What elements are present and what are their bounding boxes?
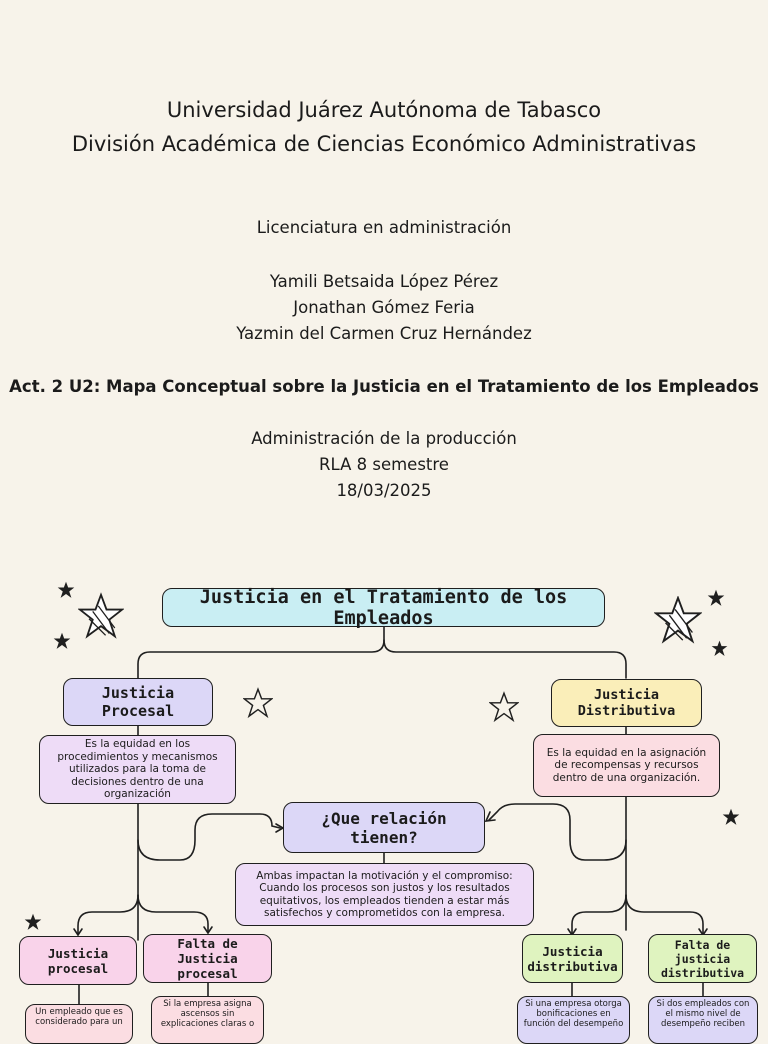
star-icon	[489, 690, 519, 724]
distributiva-node: Justicia Distributiva	[551, 679, 702, 727]
star-icon	[243, 686, 273, 720]
map-title: Justicia en el Tratamiento de los Empleados	[162, 588, 605, 627]
star-icon	[711, 640, 728, 657]
star-icon	[78, 592, 124, 640]
leaf-procesal-example: Un empleado que es considerado para un	[25, 1004, 133, 1044]
group-name: RLA 8 semestre	[319, 455, 449, 474]
leaf-distributiva-example: Si una empresa otorga bonificaciones en función del desempeño	[517, 996, 630, 1044]
leaf-falta-distributiva: Falta de justicia distributiva	[648, 934, 757, 983]
relation-answer: Ambas impactan la motivación y el compromiso: Cuando los procesos son justos y los resultados equitativos, los empleados tienden a estar más satisfechos y comprometidos con la empresa.	[235, 863, 534, 926]
leaf-falta-distributiva-example: Si dos empleados con el mismo nivel de desempeño reciben	[648, 996, 758, 1044]
leaf-falta-procesal-example: Si la empresa asigna ascensos sin explicaciones claras o	[151, 996, 264, 1044]
star-icon	[654, 596, 702, 644]
activity-title: Act. 2 U2: Mapa Conceptual sobre la Justicia en el Tratamiento de los Empleados	[9, 377, 759, 396]
leaf-justicia-distributiva: Justicia distributiva	[522, 934, 623, 983]
leaf-justicia-procesal: Justicia procesal	[19, 936, 137, 985]
author-1: Yamili Betsaida López Pérez	[269, 272, 499, 291]
star-icon	[57, 581, 75, 599]
leaf-falta-procesal: Falta de Justicia procesal	[143, 934, 272, 983]
star-icon	[707, 589, 725, 607]
degree-name: Licenciatura en administración	[256, 218, 512, 237]
star-icon	[53, 632, 71, 650]
university-name: Universidad Juárez Autónoma de Tabasco	[166, 98, 602, 122]
star-icon	[24, 913, 42, 931]
author-3: Yazmin del Carmen Cruz Hernández	[236, 324, 532, 343]
course-name: Administración de la producción	[251, 429, 517, 448]
star-icon	[722, 808, 740, 826]
procesal-definition: Es la equidad en los procedimientos y mecanismos utilizados para la toma de decisiones dentro de una organización	[39, 735, 236, 804]
procesal-node: Justicia Procesal	[63, 678, 213, 726]
division-name: División Académica de Ciencias Económico Administrativas	[71, 132, 697, 156]
date-text: 18/03/2025	[336, 481, 432, 500]
distributiva-definition: Es la equidad en la asignación de recompensas y recursos dentro de una organización.	[533, 734, 720, 797]
relation-question: ¿Que relación tienen?	[283, 802, 485, 853]
author-2: Jonathan Gómez Feria	[293, 298, 475, 317]
